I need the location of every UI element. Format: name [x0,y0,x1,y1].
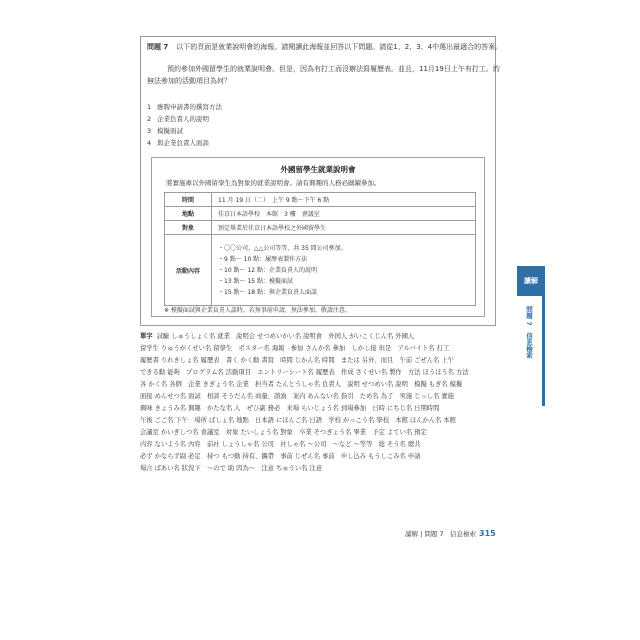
vocab-line: 興味 きょうみ名 興趣 かたな名 人 ぜひ副 務必 来場 らいじょう名 到場參加 日時 にちじ名 日期時間 [140,405,440,412]
vocab-line: 午後 ごご名 下午 場所 ばしょ名 地點 日本語 にほんご名 日語 学校 がっこう名 學校 本館 ほんかん名 本館 [140,417,456,424]
vocab-line: 会議室 かいぎしつ名 會議室 対象 たいしょう名 對象 卒業 そつぎょう名 畢業 予定 よてい名 預定 [140,429,427,436]
poster-intro: 將實施專以外國留學生為對象的就業說明會。請有興趣的人務必踴躍參加。 [166,179,381,187]
poster-title: 外國留學生就業說明會 [280,165,356,174]
table-row [165,221,476,235]
answer-option[interactable]: 4 與企業負責人面談 [147,139,209,147]
vocabulary-list [140,331,510,475]
answer-option[interactable]: 1 應聘申請書的撰寫方法 [147,103,222,111]
row-key: 活動內容 [165,235,212,306]
row-value: 11 月 19 日（二） 上午 9 點〜下午 6 點 [212,193,476,207]
table-row [165,235,476,306]
side-tab-section: 讀解 [517,266,545,296]
answer-options [147,101,222,149]
poster-info-table [164,192,476,306]
vocab-line: 場合 ばあい名 狀況下 〜ので 助 因為〜 注意 ちゅうい名 注意 [140,465,323,472]
activity-item: ・〇〇公司、△△公司等等，共 35 間公司參加。 [218,244,347,252]
answer-option[interactable]: 2 企業負責人的說明 [147,115,209,123]
side-tab-label: 問題 7 信息檢索 [525,306,533,359]
vocab-lead: 單字 [140,333,153,340]
question-frame [140,36,503,326]
vocab-line: 必ず かならず副 必定 持つ もつ動 持有、攜帶 事前 じぜん名 事前 申し込み もうしこみ名 申請 [140,453,421,460]
table-row [165,207,476,221]
table-row [165,193,476,207]
activities-cell [212,235,476,306]
activity-item: ・13 點〜 15 點：模擬面試 [218,277,293,285]
vocab-line: 履歴書 りれきしょ名 履歷表 書く かく動 書寫 時間 じかん名 時間 または 另外、而且 午前 ごぜん名 上午 [140,357,454,364]
question-number: 問題 7 [147,43,169,51]
question-scenario-line1: 預約參加外國留學生的就業說明會。但是，因為有打工而沒辦法寫履歷表。並且，11月19日上午有打工。約 [167,65,500,73]
vocab-line: 各 かく名 各個 企業 きぎょう名 企業 担当者 たんとうしゃ名 負責人 説明 せつめい名 說明 模擬 もぎ名 模擬 [140,381,463,388]
vocab-line: 留学生 りゅうがくせい名 留學生 ポスター名 海報 参加 さんか名 參加 しかし接 但是 アルバイト名 打工 [140,345,450,352]
vocab-line: 單字 試驗 しゅうしょく名 就業 說明会 せつめいかい名 說明會 外国人 がいこくじん名 外國人 [140,333,415,340]
activity-item: ・10 點〜 12 點：企業負責人的說明 [218,266,317,274]
question-header [147,43,502,52]
footer-section: 讀解 [405,530,418,538]
activity-item: ・15 點〜 18 點：與企業負責人面談 [218,288,317,296]
vocab-line: 内容 ないよう名 內容 前社 しょうしゃ名 公司 社しゃ名 〜公司 〜など 〜等等 総 そう名 總共 [140,441,421,448]
vocab-line: 面接 めんせつ名 面試 相談 そうだん名 商量、諮詢 案内 あんない名 指引 ため名 為了 実施 じっし名 實施 [140,393,454,400]
poster-note: ※ 模擬面試與企業負責人談時，若無事前申請，無法參加，敬請注意。 [164,307,351,314]
vocab-line: できる動 能夠 プログラム名 活動項目 エントリーシート名 履歷表 作成 さくせい名 製作 方法 ほうほう名 方法 [140,369,469,376]
question-scenario-line2: 無法參加的活動項目為何？ [147,77,231,85]
row-value: 佳京日本語學校 本館 3 樓 會議室 [212,207,476,221]
row-key: 時間 [165,193,212,207]
job-fair-poster [151,157,485,317]
page-number: 315 [479,529,496,538]
side-tab-body [517,296,545,406]
section-side-tab [517,266,545,406]
row-value: 預定畢業於佳京日本語學校之外國留學生 [212,221,476,235]
row-key: 對象 [165,221,212,235]
activity-item: ・9 點〜 10 點：履歷表製作方法 [218,255,308,263]
page-footer: 讀解 | 問題 7 信息檢索 315 [405,529,496,538]
footer-label: 問題 7 信息檢索 [424,530,477,538]
row-key: 地點 [165,207,212,221]
question-prompt: 以下的頁面是就業說明會的海報。請閱讀此海報並回答以下問題。請從1、2、3、4中選出最適合的答案。 [176,43,503,51]
answer-option[interactable]: 3 模擬面試 [147,127,183,135]
